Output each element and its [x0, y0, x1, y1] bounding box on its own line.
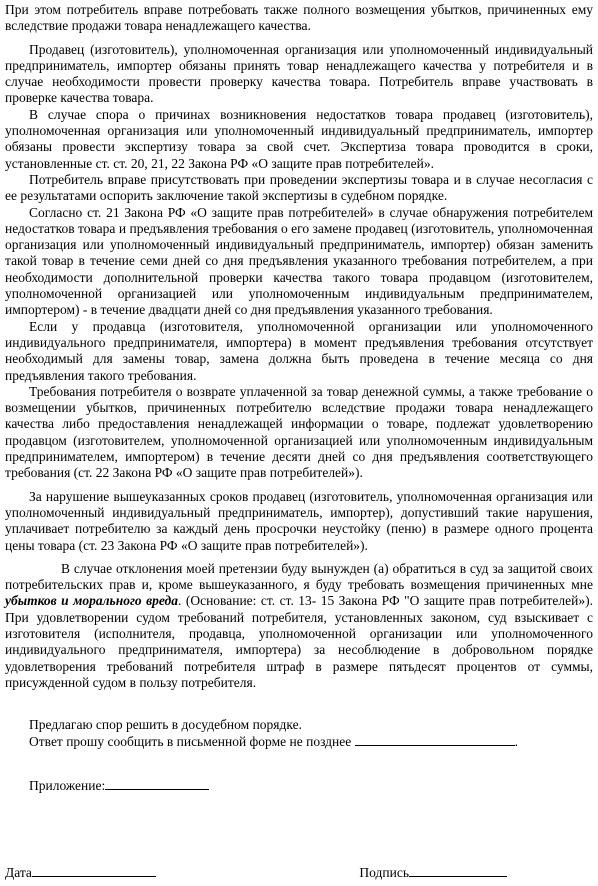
paragraph-no-stock: Если у продавца (изготовителя, уполномоченной организации или уполномоченного индивидуального предпринимателя, импортера) в момент предъявления требования отсутствует необходимый для замены товар, замена должна быть проведена в течение месяца со дня предъявления такого требования.: [5, 318, 593, 383]
signature-row: [5, 864, 593, 881]
court-text-emphasis: убытков и морального вреда: [5, 593, 179, 609]
court-text-before: В случае отклонения моей претензии буду вынужден (а) обратиться в суд за защитой своих потребительских прав и, кроме вышеуказанного, я буду требовать возмещения причиненных мне: [5, 560, 593, 593]
paragraph-penalty: За нарушение вышеуказанных сроков продавец (изготовитель, уполномоченная организация или уполномоченный индивидуальный предприниматель, импортер), допустивший такие нарушения, уплачивает потребителю за каждый день просрочки неустойку (пеню) в размере одного процента цены товара (ст. 23 Закона РФ «О защите прав потребителей»).: [5, 488, 593, 553]
paragraph-attendance: Потребитель вправе присутствовать при проведении экспертизы товара и в случае несогласия с ее результатами оспорить заключение такой экспертизы в судебном порядке.: [5, 171, 593, 204]
intro-paragraph: При этом потребитель вправе потребовать также полного возмещения убытков, причиненных ему вследствие продажи товара ненадлежащего качества.: [5, 2, 593, 34]
closing-line-1: Предлагаю спор решить в досудебном порядке.: [29, 717, 302, 733]
date-label: Дата: [5, 865, 32, 880]
signature-label: Подпись: [359, 865, 409, 880]
attachment-blank[interactable]: [105, 777, 209, 790]
date-blank[interactable]: [32, 864, 156, 877]
paragraph-acceptance: Продавец (изготовитель), уполномоченная организация или уполномоченный индивидуальный предприниматель, импортер обязаны принять товар ненадлежащего качества у потребителя и в случае необходимости провести проверку качества товара. Потребитель вправе участвовать в проверке качества товара.: [5, 41, 593, 106]
court-text-after: . (Основание: ст. ст. 13- 15 Закона РФ "О защите прав потребителей»). При удовлетворении судом требований потребителя, установленных законом, суд взыскивает с изготовителя (исполнителя, продавца, уполномоченной организации или уполномоченного индивидуального предпринимателя, импортера) за несоблюдение в добровольном порядке удовлетворения требований потребителя штраф в размере пятьдесят процентов от суммы, присужденной судом в пользу потребителя.: [5, 593, 593, 690]
response-date-blank[interactable]: [355, 733, 515, 746]
date-field: [5, 864, 156, 881]
closing-line-2-end: .: [514, 734, 518, 750]
attachment-line: [5, 777, 593, 794]
paragraph-refund: Требования потребителя о возврате уплаченной за товар денежной суммы, а также требование о возмещении убытков, причиненных потребителю вследствие продажи товара ненадлежащего качества либо предоставления ненадлежащей информации о товаре, подлежат удовлетворению продавцом (изготовителем, уполномоченной организацией или уполномоченным индивидуальным предпринимателем, импортером) в течение десяти дней со дня предъявления соответствующего требования (ст. 22 Закона РФ «О защите прав потребителей»).: [5, 383, 593, 481]
paragraph-replacement: Согласно ст. 21 Закона РФ «О защите прав потребителей» в случае обнаружения потребителем недостатков товара и предъявления требования о его замене продавец (изготовитель, уполномоченная организация или уполномоченный индивидуальный предприниматель, импортер) обязан заменить такой товар в течение семи дней со дня предъявления указанного требования потребителем, а при необходимости дополнительной проверки качества такого товара продавцом (изготовителем, уполномоченной организацией или уполномоченным индивидуальным предпринимателем, импортером) - в течение двадцати дней со дня предъявления указанного требования.: [5, 204, 593, 318]
signature-field: [359, 864, 507, 881]
closing-line-2-text: Ответ прошу сообщить в письменной форме не позднее: [29, 734, 352, 750]
attachment-label: Приложение:: [29, 777, 106, 793]
closing-line-2: [5, 733, 593, 750]
paragraph-court: [5, 561, 593, 691]
paragraph-expertise: В случае спора о причинах возникновения недостатков товара продавец (изготовитель), уполномоченная организация или уполномоченный индивидуальный предприниматель, импортер обязаны провести экспертизу товара за свой счет. Экспертиза товара проводится в сроки, установленные ст. ст. 20, 21, 22 Закона РФ «О защите прав потребителей».: [5, 106, 593, 171]
signature-blank[interactable]: [409, 864, 507, 877]
